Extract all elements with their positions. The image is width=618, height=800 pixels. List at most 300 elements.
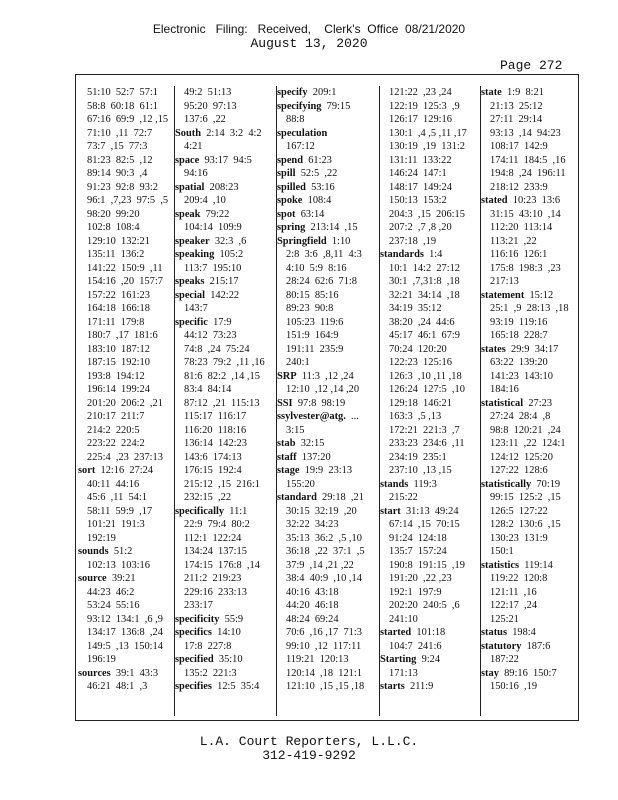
page-line-refs: 207:2 ,7 ,8 ,20	[389, 222, 452, 233]
page-line-refs: 119:3	[413, 478, 437, 490]
page-line-refs: 187:15 192:10	[87, 357, 150, 368]
page-line-refs: 183:10 187:12	[87, 343, 150, 355]
index-term-entry	[277, 167, 379, 181]
page-line-refs: 130:19 ,19 131:2	[389, 141, 465, 152]
index-term: staff	[277, 451, 297, 463]
page-line-refs: 142:22	[210, 289, 240, 301]
index-term-entry	[380, 653, 480, 667]
page-line-refs: 17:8 227:8	[184, 640, 232, 652]
page-line-refs: 116:16 126:1	[490, 249, 548, 260]
page-line-refs: 119:21 120:13	[286, 654, 349, 665]
page-line-refs: 40:16 43:18	[286, 586, 339, 598]
index-term-entry	[175, 275, 276, 289]
page-line-refs: 208:23	[209, 181, 239, 193]
page-line-refs: 49:2 51:13	[184, 87, 232, 98]
index-term: South	[175, 127, 201, 139]
page-line-refs: 97:8 98:19	[297, 397, 346, 409]
index-term: speaking	[175, 249, 215, 260]
page-line-refs: 135:11 136:2	[87, 249, 145, 260]
page-line-refs: 164:18 166:18	[87, 303, 150, 314]
page-line-refs: 113:21 ,22	[490, 235, 537, 247]
index-term-entry	[380, 680, 480, 694]
index-term-entry	[78, 572, 174, 586]
index-term-entry	[481, 86, 578, 100]
index-term-entry	[175, 680, 276, 694]
page-line-refs: 121:10 ,15 ,15 ,18	[286, 681, 365, 692]
page-line-refs: 70:19	[536, 478, 561, 490]
page-line-refs: 87:12 ,21 115:13	[184, 397, 260, 409]
index-term-entry	[481, 194, 578, 208]
page-line-refs: 187:6	[526, 640, 551, 652]
index-term-entry	[175, 181, 276, 195]
transcript-date: August 13, 2020	[250, 36, 368, 51]
page-line-refs: 218:12 233:9	[490, 181, 548, 193]
page-line-refs: 45:6 ,11 54:1	[87, 492, 147, 503]
page-line-refs: 141:22 150:9 ,11	[87, 262, 163, 274]
page-line-refs: 176:15 192:4	[184, 465, 242, 476]
index-term-entry	[277, 127, 379, 141]
page-line-refs: 214:2 220:5	[87, 424, 140, 436]
page-line-refs: 1:10	[331, 235, 351, 247]
page-line-refs: 58:8 60:18 61:1	[87, 100, 159, 112]
page-line-refs: 116:20 118:16	[184, 424, 247, 436]
page-line-refs: 25:1 ,9 28:13 ,18	[490, 303, 569, 314]
page-line-refs: 12:10 ,12 ,14 ,20	[286, 384, 360, 395]
page-line-refs: 184:16	[490, 384, 519, 395]
page-line-refs: 58:11 59:9 ,17	[87, 505, 153, 517]
page-line-refs: 32:22 34:23	[286, 519, 339, 530]
index-term-entry	[175, 505, 276, 519]
index-term: specificity	[175, 613, 220, 625]
page-line-refs: 108:4	[307, 195, 332, 206]
page-line-refs: 32:3 ,6	[214, 235, 247, 247]
page-line-refs: 194:8 ,24 196:11	[490, 168, 566, 179]
index-term-entry	[175, 154, 276, 168]
page-line-refs: 67:14 ,15 70:15	[389, 519, 460, 530]
index-term: sounds	[78, 546, 109, 557]
index-term-entry	[277, 221, 379, 235]
page-line-refs: 70:24 120:20	[389, 343, 447, 355]
page-line-refs: 44:12 73:23	[184, 330, 237, 341]
page-line-refs: 48:24 69:24	[286, 613, 339, 625]
page-line-refs: 131:11 133:22	[389, 154, 452, 166]
index-term: stab	[277, 438, 296, 449]
page-line-refs: 12:16 27:24	[100, 465, 154, 476]
page-line-refs: 29:18 ,21	[322, 492, 364, 503]
page-line-refs: 137:20	[301, 451, 331, 463]
page-line-refs: 134:24 137:15	[184, 546, 247, 557]
page-line-refs: 67:16 69:9 ,12 ,15	[87, 114, 169, 125]
page-line-refs: 94:16	[184, 168, 208, 179]
page-line-refs: 11:3 ,12 ,24	[301, 370, 354, 382]
index-term-entry	[277, 410, 379, 424]
index-term: starts	[380, 681, 405, 692]
index-term: statement	[481, 289, 525, 301]
page-line-refs: 61:23	[308, 154, 332, 166]
index-column-4	[380, 86, 481, 716]
index-term: Springfield	[277, 235, 327, 247]
index-term: special	[175, 289, 206, 301]
page-line-refs: 32:15	[300, 438, 325, 449]
index-term: specifically	[175, 505, 225, 517]
page-line-refs: 91:24 124:18	[389, 532, 447, 544]
index-term: specifying	[277, 100, 322, 112]
index-term: standards	[380, 249, 424, 260]
index-term-entry	[380, 248, 480, 262]
page-line-refs: 101:18	[416, 627, 446, 638]
page-line-refs: 172:21 221:3 ,7	[389, 424, 460, 436]
page-line-refs: 98:20 99:20	[87, 208, 140, 220]
page-line-refs: 83:4 84:14	[184, 384, 232, 395]
index-term-entry	[78, 464, 174, 478]
page-line-refs: 234:19 235:1	[389, 451, 447, 463]
page-line-refs: 89:14 90:3 ,4	[87, 168, 148, 179]
page-line-refs: 151:9 164:9	[286, 330, 339, 341]
page-line-refs: 196:19	[87, 654, 116, 665]
page-line-refs: 115:17 116:17	[184, 411, 247, 422]
page-line-refs: 204:3 ,15 206:15	[389, 208, 465, 220]
page-line-refs: 126:5 127:22	[490, 505, 548, 517]
index-term: standard	[277, 492, 317, 503]
index-term-entry	[481, 640, 578, 654]
page-line-refs: 32:21 34:14 ,18	[389, 289, 460, 301]
page-line-refs: 210:17 211:7	[87, 411, 145, 422]
page-line-refs: 225:4 ,23 237:13	[87, 451, 163, 463]
page-line-refs: 157:22 161:23	[87, 289, 150, 301]
index-term: statistically	[481, 478, 532, 490]
index-term: spring	[277, 222, 306, 233]
index-term-entry	[277, 100, 379, 114]
page-line-refs: 240:1	[286, 357, 310, 368]
page-line-refs: 190:8 191:15 ,19	[389, 559, 465, 571]
page-line-refs: 27:24 28:4 ,8	[490, 411, 551, 422]
page-line-refs: 171:11 179:8	[87, 316, 145, 328]
page-line-refs: 187:22	[490, 654, 519, 665]
page-line-refs: 174:11 184:5 ,16	[490, 154, 566, 166]
index-term-entry	[481, 559, 578, 573]
page-line-refs: 215:12 ,15 216:1	[184, 478, 260, 490]
index-term-entry	[481, 667, 578, 681]
page-line-refs: 237:18 ,19	[389, 235, 437, 247]
page-line-refs: 174:15 176:8 ,14	[184, 559, 260, 571]
page-line-refs: 167:12	[286, 141, 315, 152]
page-line-refs: 143:6 174:13	[184, 451, 242, 463]
index-term-entry	[175, 626, 276, 640]
page-line-refs: 141:23 143:10	[490, 370, 553, 382]
index-term-entry	[481, 478, 578, 492]
page-line-refs: 38:20 ,24 44:6	[389, 316, 455, 328]
index-term-entry	[277, 86, 379, 100]
page-line-refs: 129:18 146:21	[389, 397, 452, 409]
page-line-refs: 202:20 240:5 ,6	[389, 600, 460, 611]
index-term-entry	[380, 478, 480, 492]
index-term: speak	[175, 208, 201, 220]
page-line-refs: 119:14	[524, 559, 553, 571]
index-term-entry	[380, 505, 480, 519]
page-line-refs: 120:14 ,18 121:1	[286, 667, 362, 679]
page-line-refs: 108:17 142:9	[490, 141, 548, 152]
index-term: speaker	[175, 235, 210, 247]
page-line-refs: 149:5 ,13 150:14	[87, 640, 163, 652]
index-term: stay	[481, 667, 499, 679]
page-line-refs: 217:13	[490, 276, 519, 287]
page-line-refs: 101:21 191:3	[87, 519, 145, 530]
page-line-refs: 122:23 125:16	[389, 357, 452, 368]
page-line-refs: 119:22 120:8	[490, 573, 548, 584]
index-term-entry	[277, 397, 379, 411]
page-line-refs: 211:2 219:23	[184, 573, 242, 584]
page-line-refs: 89:16 150:7	[504, 667, 557, 679]
index-term-entry	[277, 208, 379, 222]
page-line-refs: 198:4	[512, 627, 536, 638]
page-line-refs: 71:10 ,11 72:7	[87, 127, 153, 139]
page-line-refs: 93:13 ,14 94:23	[490, 127, 561, 139]
page-line-refs: 165:18 228:7	[490, 330, 548, 341]
index-term-entry	[277, 194, 379, 208]
index-term-entry	[277, 235, 379, 249]
index-term: specify	[277, 87, 308, 98]
index-term: ssylvester@atg.	[277, 411, 346, 422]
index-term-entry	[277, 491, 379, 505]
page-line-refs: 233:23 234:6 ,11	[389, 438, 465, 449]
page-line-refs: 105:2	[219, 249, 244, 260]
page-line-refs: 10:1 14:2 27:12	[389, 262, 461, 274]
page-line-refs: 4:21	[184, 141, 203, 152]
page-line-refs: 55:9	[224, 613, 244, 625]
index-term: spot	[277, 208, 296, 220]
page-line-refs: 81:6 82:2 ,14 ,15	[184, 370, 260, 382]
page-line-refs: 99:10 ,12 117:11	[286, 640, 362, 652]
page-line-refs: 130:23 131:9	[490, 532, 548, 544]
page-line-refs: 104:14 109:9	[184, 222, 242, 233]
index-term: sort	[78, 465, 96, 476]
index-term: spill	[277, 168, 296, 179]
index-term: stage	[277, 465, 300, 476]
page-line-refs: 44:23 46:2	[87, 586, 135, 598]
index-term: specifies	[175, 681, 212, 692]
page-line-refs: 4:10 5:9 8:16	[286, 262, 347, 274]
page-line-refs: 95:20 97:13	[184, 100, 237, 112]
page-line-refs: 98:8 120:21 ,24	[490, 424, 561, 436]
page-line-refs: 150:16 ,19	[490, 681, 538, 692]
index-term-entry	[481, 626, 578, 640]
index-term-entry	[175, 613, 276, 627]
page-line-refs: 209:1	[312, 87, 337, 98]
filing-stamp: Electronic Filing: Received, Clerk's Office 08/21/2020	[152, 22, 466, 36]
page-line-refs: 99:15 125:2 ,15	[490, 492, 561, 503]
index-term: SRP	[277, 370, 297, 382]
page-line-refs: 121:22 ,23 ,24	[389, 87, 452, 98]
page-line-refs: 105:23 119:6	[286, 316, 344, 328]
page-line-refs: 51:2	[113, 546, 133, 557]
page-line-refs: 121:11 ,16	[490, 586, 537, 598]
page-line-refs: 31:15 43:10 ,14	[490, 208, 561, 220]
page-line-refs: 213:14 ,15	[310, 222, 358, 233]
page-line-refs: 135:7 157:24	[389, 546, 447, 557]
page-line-refs: 196:14 199:24	[87, 384, 150, 395]
page-line-refs: 79:22	[205, 208, 230, 220]
page-line-refs: 134:17 136:8 ,24	[87, 627, 163, 638]
page-line-refs: 10:23 13:6	[512, 195, 561, 206]
page-line-refs: 215:17	[209, 276, 239, 287]
page-line-refs: 1:9 8:21	[506, 87, 544, 98]
page-line-refs: 63:22 139:20	[490, 357, 548, 368]
index-term: spoke	[277, 195, 303, 206]
index-column-5	[481, 86, 578, 716]
page-line-refs: 209:4 ,10	[184, 195, 226, 206]
page-line-refs: 30:15 32:19 ,20	[286, 505, 357, 517]
page-line-refs: 27:23	[528, 397, 553, 409]
page-line-refs: 40:11 44:16	[87, 478, 140, 490]
page-line-refs: 171:13	[389, 667, 418, 679]
page-line-refs: 93:12 134:1 ,6 ,9	[87, 613, 163, 625]
page-line-refs: 163:3 ,5 ,13	[389, 411, 442, 422]
page-line-refs: 112:1 122:24	[184, 532, 242, 544]
page-line-refs: 73:7 ,15 77:3	[87, 141, 148, 152]
reporter-phone: 312-419-9292	[262, 748, 356, 763]
page-line-refs: 96:1 ,7,23 97:5 ,5	[87, 195, 169, 206]
index-term: specifics	[175, 627, 212, 638]
page-line-refs: 150:13 153:2	[389, 195, 447, 206]
page-line-refs: 123:11 ,22 124:1	[490, 438, 566, 449]
index-term-entry	[78, 667, 174, 681]
page-line-refs: 104:7 241:6	[389, 640, 442, 652]
page-line-refs: 113:7 195:10	[184, 262, 242, 274]
index-term-entry	[175, 316, 276, 330]
index-term: spilled	[277, 181, 306, 193]
page-line-refs: 112:20 113:14	[490, 222, 553, 233]
page-line-refs: 31:13 49:24	[405, 505, 459, 517]
page-line-refs: 124:12 125:20	[490, 451, 553, 463]
page-line-refs: 70:6 ,16 ,17 71:3	[286, 627, 362, 638]
page-line-refs: 15:12	[529, 289, 554, 301]
page-line-refs: 91:23 92:8 93:2	[87, 181, 159, 193]
page-line-refs: 125:21	[490, 613, 519, 625]
page-line-refs: 79:15	[326, 100, 351, 112]
page-line-refs: 19:9 23:13	[304, 465, 353, 476]
page-line-refs: 143:7	[184, 303, 208, 314]
page-line-refs: 237:10 ,13 ,15	[389, 465, 452, 476]
index-column-3	[277, 86, 380, 716]
page-line-refs: 146:24 147:1	[389, 168, 447, 179]
page-line-refs: 89:23 90:8	[286, 303, 334, 314]
page-line-refs: 122:17 ,24	[490, 600, 538, 611]
index-column-1	[78, 86, 175, 716]
page-line-refs: 27:11 29:14	[490, 114, 543, 125]
index-term: specific	[175, 316, 208, 328]
index-term: speculation	[277, 127, 328, 139]
page-line-refs: 136:14 142:23	[184, 438, 247, 449]
index-term-entry	[175, 208, 276, 222]
page-line-refs: 39:21	[111, 573, 136, 584]
page-line-refs: 9:24	[421, 654, 441, 665]
page-line-refs: 126:24 127:5 ,10	[389, 384, 465, 395]
index-term-entry	[78, 545, 174, 559]
page-line-refs: 30:1 ,7,31:8 ,18	[389, 276, 460, 287]
index-term: statutory	[481, 640, 522, 652]
page-line-refs: 229:16 233:13	[184, 586, 247, 598]
index-term: sources	[78, 667, 111, 679]
index-term: status	[481, 627, 507, 638]
page-line-refs: 233:17	[184, 600, 213, 611]
page-line-refs: 44:20 46:18	[286, 600, 339, 611]
page-line-refs: 126:17 129:16	[389, 114, 452, 125]
page-line-refs: 38:4 40:9 ,10 ,14	[286, 573, 362, 584]
page-line-refs: 34:19 35:12	[389, 303, 442, 314]
page-line-refs: 74:8 ,24 75:24	[184, 343, 250, 355]
page-line-refs: 37:9 ,14 ,21 ,22	[286, 559, 354, 571]
page-line-refs: 35:10	[218, 654, 243, 665]
page-line-refs: 1:4	[429, 249, 443, 260]
page-line-refs: 11:1	[229, 505, 248, 517]
page-line-refs: 223:22 224:2	[87, 438, 145, 449]
page-line-refs: 180:7 ,17 181:6	[87, 330, 158, 341]
index-term: stated	[481, 195, 508, 206]
index-term-entry	[277, 181, 379, 195]
index-term: start	[380, 505, 401, 517]
page-line-refs: 126:3 ,10 ,11 ,18	[389, 370, 462, 382]
page-line-refs: 102:8 108:4	[87, 222, 140, 233]
reporter-company: L.A. Court Reporters, L.L.C.	[199, 734, 419, 749]
page-line-refs: 53:16	[311, 181, 335, 193]
page-line-refs: 22:9 79:4 80:2	[184, 519, 250, 530]
index-term-entry	[277, 451, 379, 465]
page-line-refs: 215:22	[389, 492, 418, 503]
page-line-refs: 3:15	[286, 424, 305, 436]
index-term: space	[175, 154, 200, 166]
page-line-refs: 129:10 132:21	[87, 235, 150, 247]
page-line-refs: 192:19	[87, 532, 116, 544]
page-line-refs: 29:9 34:17	[511, 343, 559, 355]
page-line-refs: 81:23 82:5 ,12	[87, 154, 153, 166]
page-line-refs: 122:19 125:3 ,9	[389, 100, 460, 112]
page-line-refs: 135:2 221:3	[184, 667, 237, 679]
index-term: stands	[380, 478, 409, 490]
page-line-refs: 46:21 48:1 ,3	[87, 681, 148, 692]
page-line-refs: 232:15 ,22	[184, 492, 232, 503]
index-term-entry	[175, 289, 276, 303]
index-term-entry	[175, 653, 276, 667]
page-line-refs: 93:19 119:16	[490, 316, 548, 328]
page-line-refs: 53:24 55:16	[87, 600, 140, 611]
page-line-refs: 63:14	[300, 208, 325, 220]
index-term: SSI	[277, 397, 293, 409]
page-line-refs: 93:17 94:5	[204, 154, 252, 166]
index-term-entry	[277, 370, 379, 384]
page-line-refs: 52:5 ,22	[300, 168, 338, 179]
page-line-refs: 21:13 25:12	[490, 100, 543, 112]
page-line-refs: 78:23 79:2 ,11 ,16	[184, 357, 265, 368]
index-term: Starting	[380, 654, 417, 665]
page-line-refs: 154:16 ,20 157:7	[87, 276, 163, 287]
index-term-entry	[277, 437, 379, 451]
index-term: statistics	[481, 559, 520, 571]
index-term-entry	[380, 626, 480, 640]
index-term: source	[78, 573, 107, 584]
index-term-entry	[175, 235, 276, 249]
page-line-refs: 192:1 197:9	[389, 586, 442, 598]
page-line-refs: 155:20	[286, 478, 315, 490]
page-line-refs: 102:13 103:16	[87, 559, 150, 571]
index-term-entry	[277, 154, 379, 168]
page-line-refs: 193:8 194:12	[87, 370, 145, 382]
index-term-entry	[481, 397, 578, 411]
page-line-refs: 201:20 206:2 ,21	[87, 397, 163, 409]
page-line-refs: 12:5 35:4	[217, 681, 260, 692]
index-term-entry	[175, 127, 276, 141]
page-line-refs: 88:8	[286, 114, 305, 125]
page-line-refs: 191:11 235:9	[286, 343, 344, 355]
